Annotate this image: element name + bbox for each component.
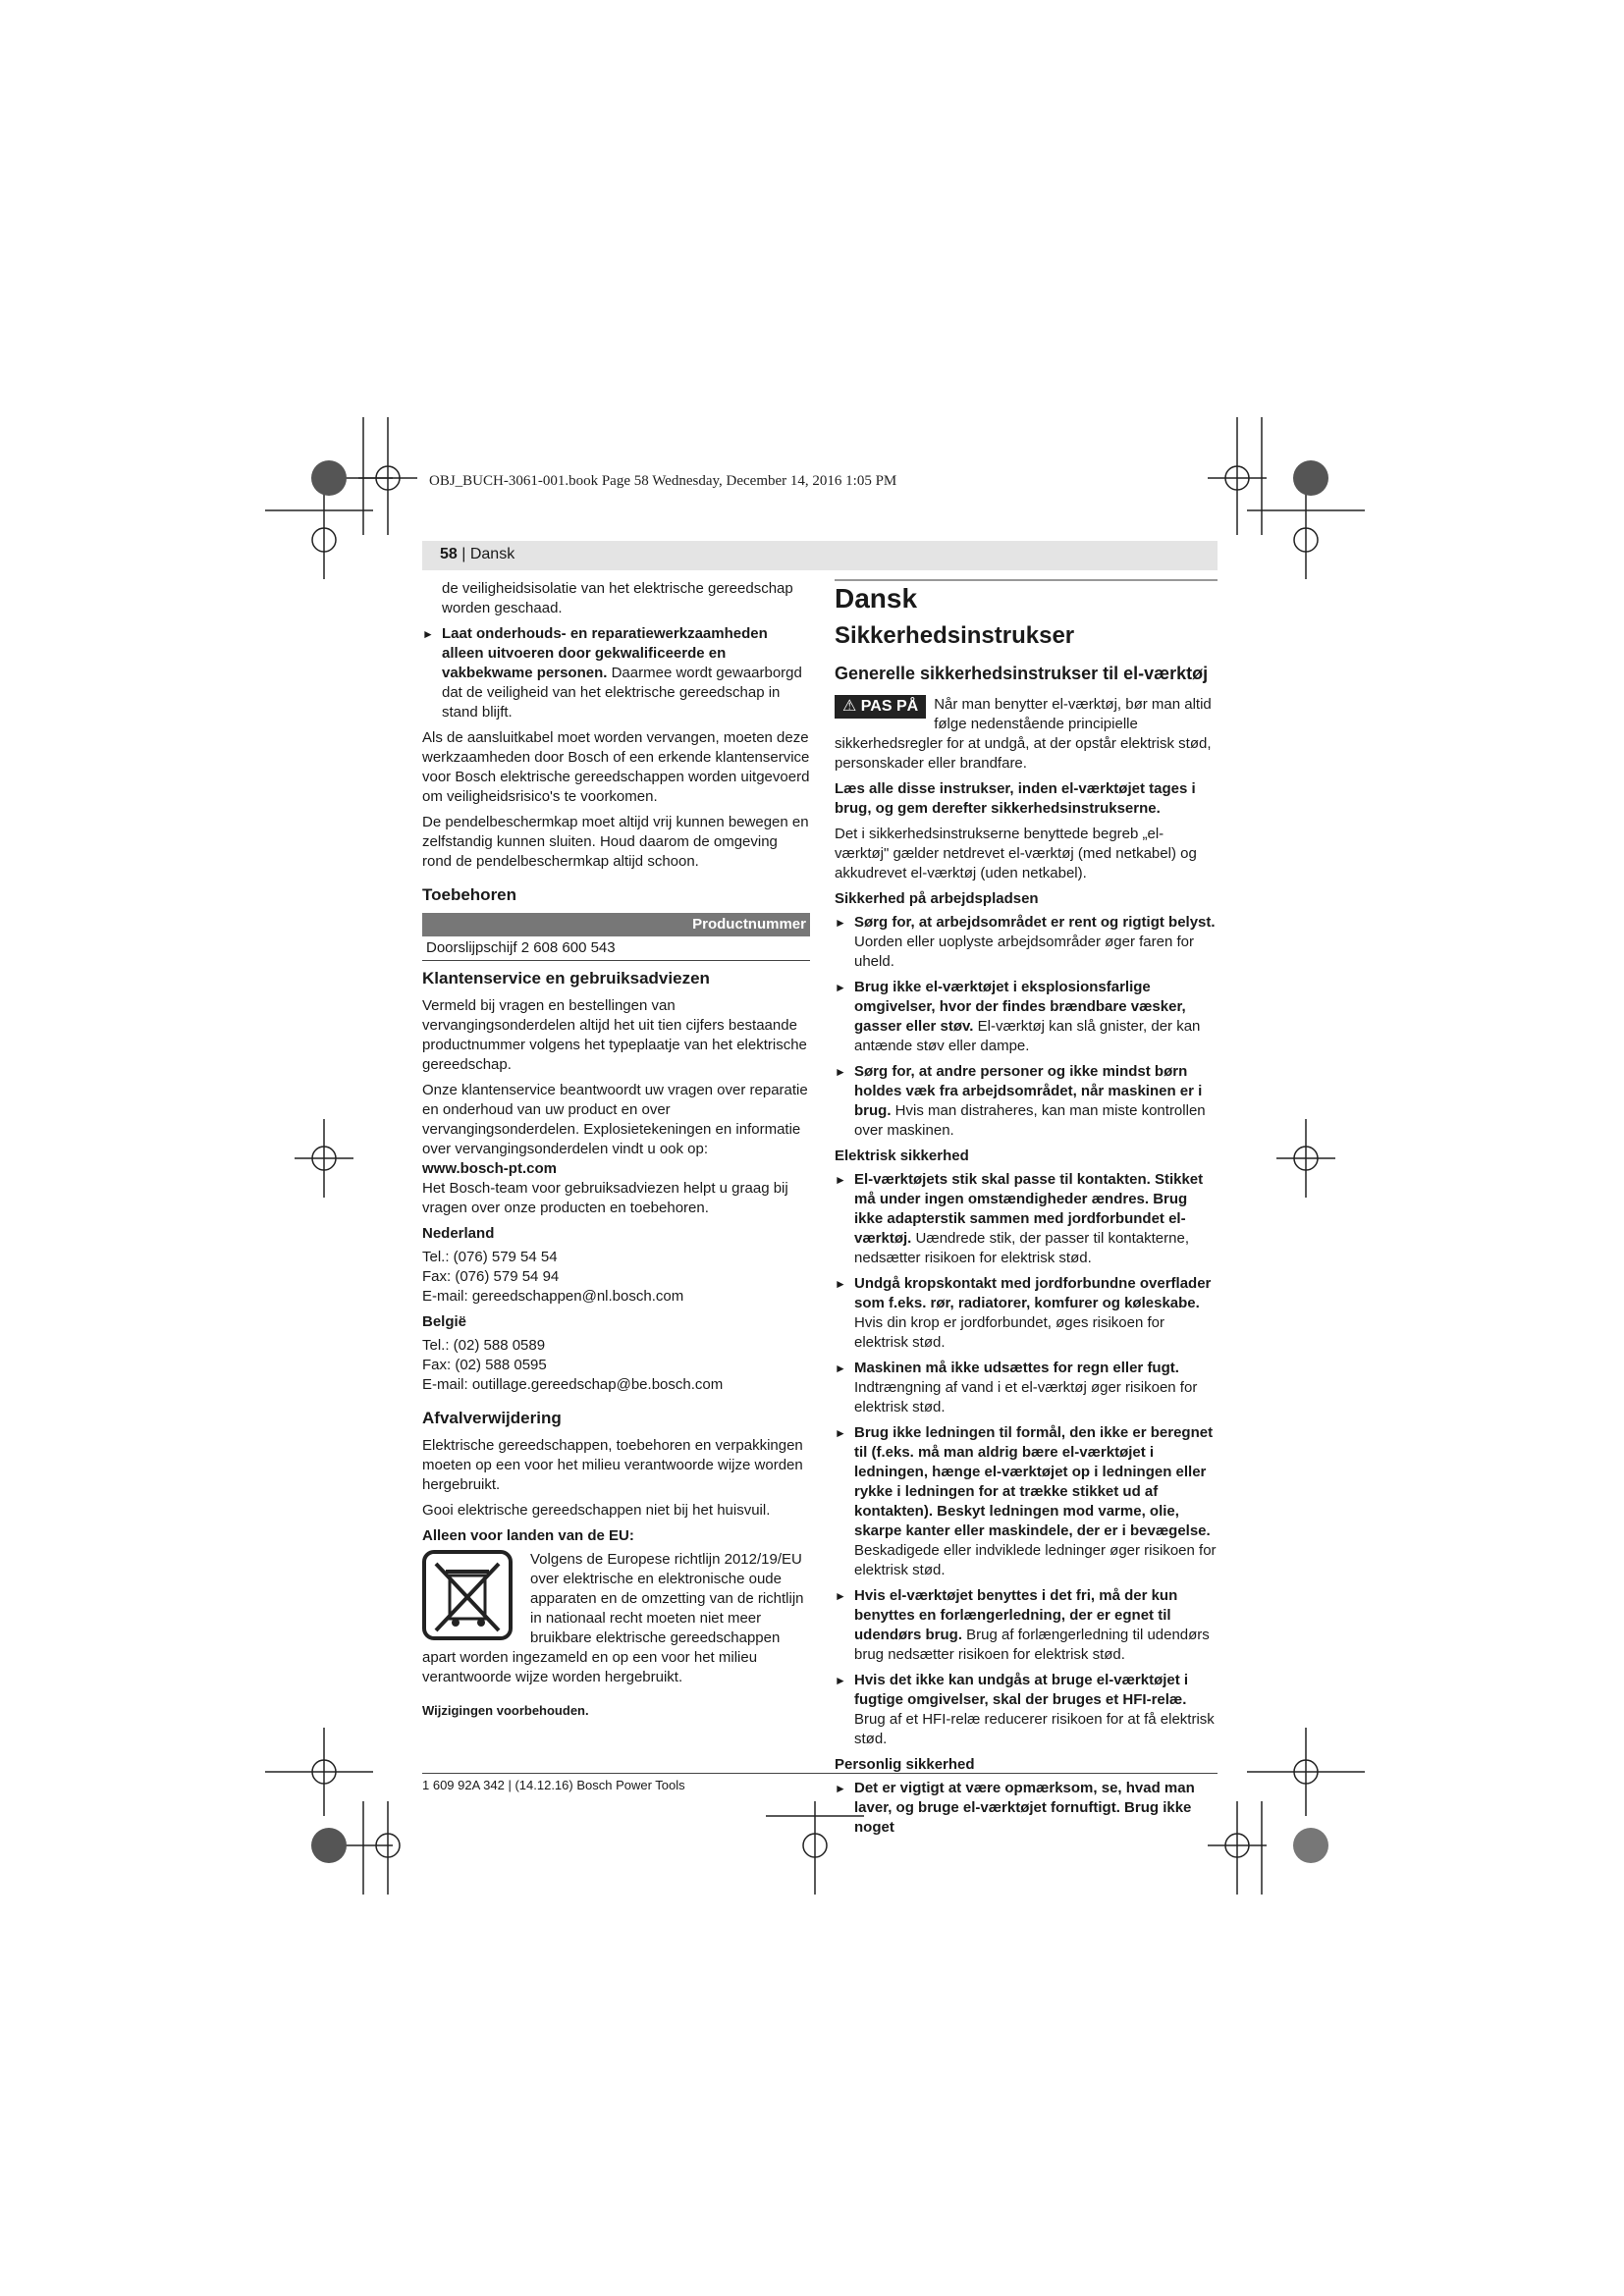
- bullet-item: [835, 978, 1218, 1056]
- bullet-item: [835, 1359, 1218, 1417]
- bullet-bold: Brug ikke el-værktøjet i eksplosionsfarlige omgivelser, hvor der findes brændbare væsker, gasser eller støv.: [854, 979, 1186, 1035]
- warning-text: Når man benytter el-værktøj, bør man altid følge nedenstående principielle sikkerhedsregler for at undgå, at der opstår elektrisk stød, personskader eller brandfare.: [835, 696, 1212, 772]
- bullet-text: Beskadigede eller indviklede ledninger øger risikoen for elektrisk stød.: [854, 1542, 1217, 1578]
- be-fax: Fax: (02) 588 0595: [422, 1357, 547, 1373]
- section-title: Sikkerhedsinstrukser: [835, 622, 1075, 649]
- heading-afvalverwijdering: Afvalverwijdering: [422, 1409, 562, 1427]
- bullet-bold: Sørg for, at arbejdsområdet er rent og rigtigt belyst.: [854, 914, 1216, 931]
- warning-block: [835, 695, 1218, 774]
- bullet-item: [835, 1586, 1218, 1665]
- be-email: E-mail: outillage.gereedschap@be.bosch.com: [422, 1376, 724, 1393]
- bullet-item: [422, 624, 810, 722]
- bullet-item: [835, 1274, 1218, 1353]
- bullet-bold: El-værktøjets stik skal passe til kontakten. Stikket må under ingen omstændigheder ændres. Brug ikke adapterstik sammen med jordforbundet el-værktøj.: [854, 1171, 1204, 1247]
- bullet-text: Uændrede stik, der passer til kontakterne, nedsætter risikoen for elektrisk stød.: [854, 1230, 1189, 1266]
- bullet-item: [835, 1170, 1218, 1268]
- warning-label: PAS PÅ: [860, 698, 919, 715]
- bullet-item: [835, 1423, 1218, 1580]
- bullet-text: Hvis din krop er jordforbundet, øges risikoen for elektrisk stød.: [854, 1314, 1164, 1351]
- paragraph: Gooi elektrische gereedschappen niet bij het huisvuil.: [422, 1502, 771, 1519]
- changes-note: Wijzigingen voorbehouden.: [422, 1703, 589, 1718]
- bullet-text: Daarmee wordt gewaarborgd dat de veiligheid van het elektrische gereedschap in stand blijft.: [442, 665, 802, 721]
- bullet-text: El-værktøj kan slå gnister, der kan antænde støv eller dampe.: [854, 1018, 1201, 1054]
- bullet-bold: Sørg for, at andre personer og ikke mindst børn holdes væk fra arbejdsområdet, når maskinen er i brug.: [854, 1063, 1203, 1119]
- heading-electrical: Elektrisk sikkerhed: [835, 1148, 969, 1164]
- page-language: Dansk: [469, 546, 515, 562]
- bullet-item: [835, 1062, 1218, 1141]
- warning-badge: [835, 695, 926, 719]
- read-all-note: Læs alle disse instrukser, inden el-værktøjet tages i brug, og gem derefter sikkerhedsinstrukserne.: [835, 780, 1196, 817]
- page-number: 58: [440, 546, 458, 562]
- page-header-bar: [422, 541, 1218, 570]
- page-label: [440, 546, 514, 563]
- bullet-bold: Brug ikke ledningen til formål, den ikke er beregnet til (f.eks. må man aldrig bære el-værktøjet i ledningen, hænge el-værktøjet op i ledningen eller rykke i ledningen for at trække stikket ud af kontakten). Beskyt ledningen mod varme, olie, skarpe kanter eller maskindele, der er i bevægelse.: [854, 1424, 1214, 1539]
- bullet-bold: Undgå kropskontakt med jordforbundne overflader som f.eks. rør, radiatorer, komfurer og køleskabe.: [854, 1275, 1212, 1311]
- bullet-text: Uorden eller uoplyste arbejdsområder øger faren for uheld.: [854, 934, 1195, 970]
- heading-nederland: Nederland: [422, 1225, 495, 1242]
- heading-belgie: België: [422, 1313, 467, 1330]
- page-separator: |: [457, 546, 470, 562]
- heading-eu: Alleen voor landen van de EU:: [422, 1527, 634, 1544]
- paragraph: Het Bosch-team voor gebruiksadviezen helpt u graag bij vragen over onze producten en toebehoren.: [422, 1180, 788, 1216]
- heading-work-area: Sikkerhed på arbejdspladsen: [835, 890, 1039, 907]
- bullet-bold: Det er vigtigt at være opmærksom, se, hvad man laver, og bruge el-værktøjet fornuftigt. Brug ikke noget: [854, 1780, 1195, 1836]
- paragraph: Volgens de Europese richtlijn 2012/19/EU over elektrische en elektronische oude apparaten en de omzetting van de richtlijn in nationaal recht moeten niet meer bruikbare elektrische gereedschappen apart worden ingezameld en op een voor het milieu verantwoorde wijze worden hergebruikt.: [422, 1551, 804, 1685]
- bullet-text: Brug af et HFI-relæ reducerer risikoen for at få elektrisk stød.: [854, 1711, 1215, 1747]
- nl-email: E-mail: gereedschappen@nl.bosch.com: [422, 1288, 684, 1305]
- bullet-text: Indtrængning af vand i et el-værktøj øger risikoen for elektrisk stød.: [854, 1379, 1198, 1415]
- heading-klantenservice: Klantenservice en gebruiksadviezen: [422, 969, 710, 988]
- weee-bin-icon: [422, 1550, 513, 1640]
- bullet-bold: Hvis el-værktøjet benyttes i det fri, må der kun benyttes en forlængerledning, der er egnet til udendørs brug.: [854, 1587, 1178, 1643]
- paragraph: De pendelbeschermkap moet altijd vrij kunnen bewegen en zelfstandig kunnen sluiten. Houd daarom de omgeving rond de pendelbeschermkap altijd schoon.: [422, 814, 809, 870]
- nl-fax: Fax: (076) 579 54 94: [422, 1268, 560, 1285]
- warning-icon: ⚠: [842, 698, 857, 715]
- paragraph: Elektrische gereedschappen, toebehoren en verpakkingen moeten op een voor het milieu verantwoorde wijze worden hergebruikt.: [422, 1437, 803, 1493]
- print-header: OBJ_BUCH-3061-001.book Page 58 Wednesday, December 14, 2016 1:05 PM: [429, 473, 897, 489]
- bullet-bold: Hvis det ikke kan undgås at bruge el-værktøjet i fugtige omgivelser, skal der bruges et HFI-relæ.: [854, 1672, 1189, 1708]
- bullet-bold: Laat onderhouds- en reparatiewerkzaamheden alleen uitvoeren door gekwalificeerde en vakbekwame personen.: [442, 625, 768, 681]
- heading-toebehoren: Toebehoren: [422, 885, 517, 904]
- paragraph: de veiligheidsisolatie van het elektrische gereedschap worden geschaad.: [442, 580, 793, 616]
- left-column: [422, 579, 810, 1721]
- website-link[interactable]: www.bosch-pt.com: [422, 1160, 557, 1177]
- table-header: Productnummer: [422, 913, 810, 936]
- bullet-bold: Maskinen må ikke udsættes for regn eller fugt.: [854, 1360, 1179, 1376]
- page-footer: 1 609 92A 342 | (14.12.16) Bosch Power Tools: [422, 1773, 1218, 1792]
- paragraph: Onze klantenservice beantwoordt uw vragen over reparatie en onderhoud van uw product en over vervangingsonderdelen. Explosietekeningen en informatie over vervangingsonderdelen vindt u ook op:: [422, 1082, 808, 1157]
- paragraph: Als de aansluitkabel moet worden vervangen, moeten deze werkzaamheden door Bosch of een erkende klantenservice voor Bosch elektrische gereedschappen worden uitgevoerd om veiligheidsrisico's te voorkomen.: [422, 729, 810, 805]
- bullet-item: [835, 913, 1218, 972]
- nl-tel: Tel.: (076) 579 54 54: [422, 1249, 558, 1265]
- definition: Det i sikkerhedsinstrukserne benyttede begreb „el-værktøj" gælder netdrevet el-værktøj (med netkabel) og akkudrevet el-værktøj (uden netkabel).: [835, 826, 1197, 881]
- language-title: Dansk: [835, 579, 1218, 609]
- paragraph: Vermeld bij vragen en bestellingen van vervangingsonderdelen altijd het uit tien cijfers bestaande productnummer volgens het typeplaatje van het elektrische gereedschap.: [422, 997, 807, 1073]
- bullet-text: Hvis man distraheres, kan man miste kontrollen over maskinen.: [854, 1102, 1206, 1139]
- right-column: [835, 579, 1218, 1843]
- be-tel: Tel.: (02) 588 0589: [422, 1337, 546, 1354]
- table-row: Doorslijpschijf 2 608 600 543: [426, 939, 616, 956]
- bullet-text: Brug af forlængerledning til udendørs brug nedsætter risikoen for elektrisk stød.: [854, 1627, 1210, 1663]
- heading-personal: Personlig sikkerhed: [835, 1756, 975, 1773]
- accessory-table: [422, 913, 810, 961]
- bullet-item: [835, 1671, 1218, 1749]
- sub-title: Generelle sikkerhedsinstrukser til el-værktøj: [835, 664, 1209, 683]
